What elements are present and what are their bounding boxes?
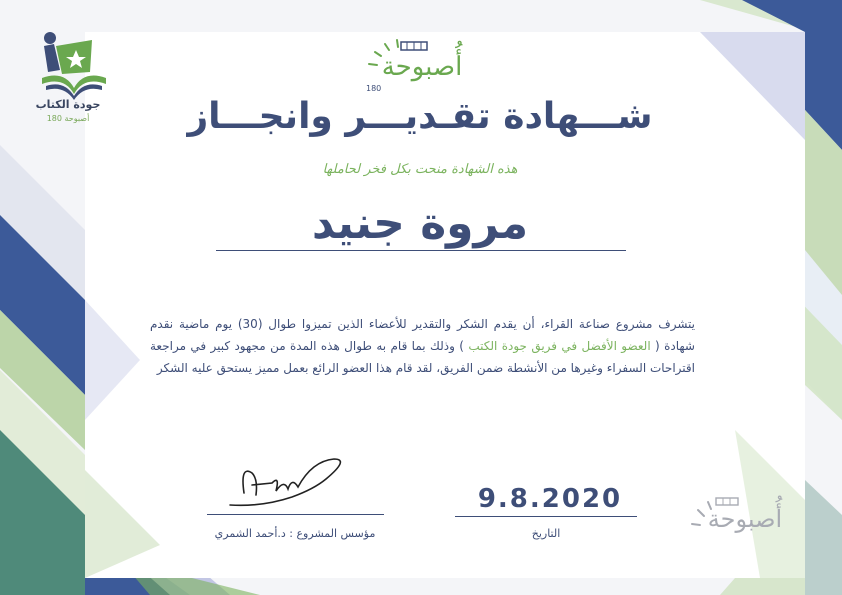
body-highlight: العضو الأفضل في فريق جودة الكتب: [468, 339, 651, 353]
certificate-title: شـــهادة تقـديـــر وانجـــاز: [187, 96, 653, 137]
logo-subtitle: أصبوحة 180: [46, 114, 90, 123]
brand-watermark-text: أُصبوحة: [707, 505, 783, 533]
logo-name: جودة الكتاب: [35, 98, 101, 111]
body-text-part2: ) وذلك بما قام به طوال هذه المدة من مجهود كبير في مراجعة اقتراحات السفراء وغيرها من الأنشطة ضمن الفريق، لقد قام هذا العضو الرائع بعمل مميز يستحق عليه الشكر: [150, 339, 695, 375]
brand-wordmark: أُصبوحة: [381, 52, 463, 82]
brand-number: 180: [366, 84, 382, 93]
signature-caption: مؤسس المشروع : د.أحمد الشمري: [214, 527, 376, 540]
recipient-name: مروة جنيد: [311, 198, 529, 249]
signature-graphic: [222, 455, 372, 515]
certificate-subtitle: هذه الشهادة منحت بكل فخر لحاملها: [322, 162, 518, 177]
date-caption: التاريخ: [531, 527, 561, 540]
signature-line: [207, 514, 384, 515]
date-line: [455, 516, 637, 517]
body-text-part1: يتشرف مشروع صناعة القراء، أن يقدم الشكر والتقدير للأعضاء الذين تميزوا طوال (30) يوم ماضية نقدم شهادة (: [150, 317, 696, 353]
date-value: 9.8.2020: [477, 484, 623, 514]
certificate-body: [150, 313, 695, 379]
recipient-underline: [216, 250, 626, 251]
